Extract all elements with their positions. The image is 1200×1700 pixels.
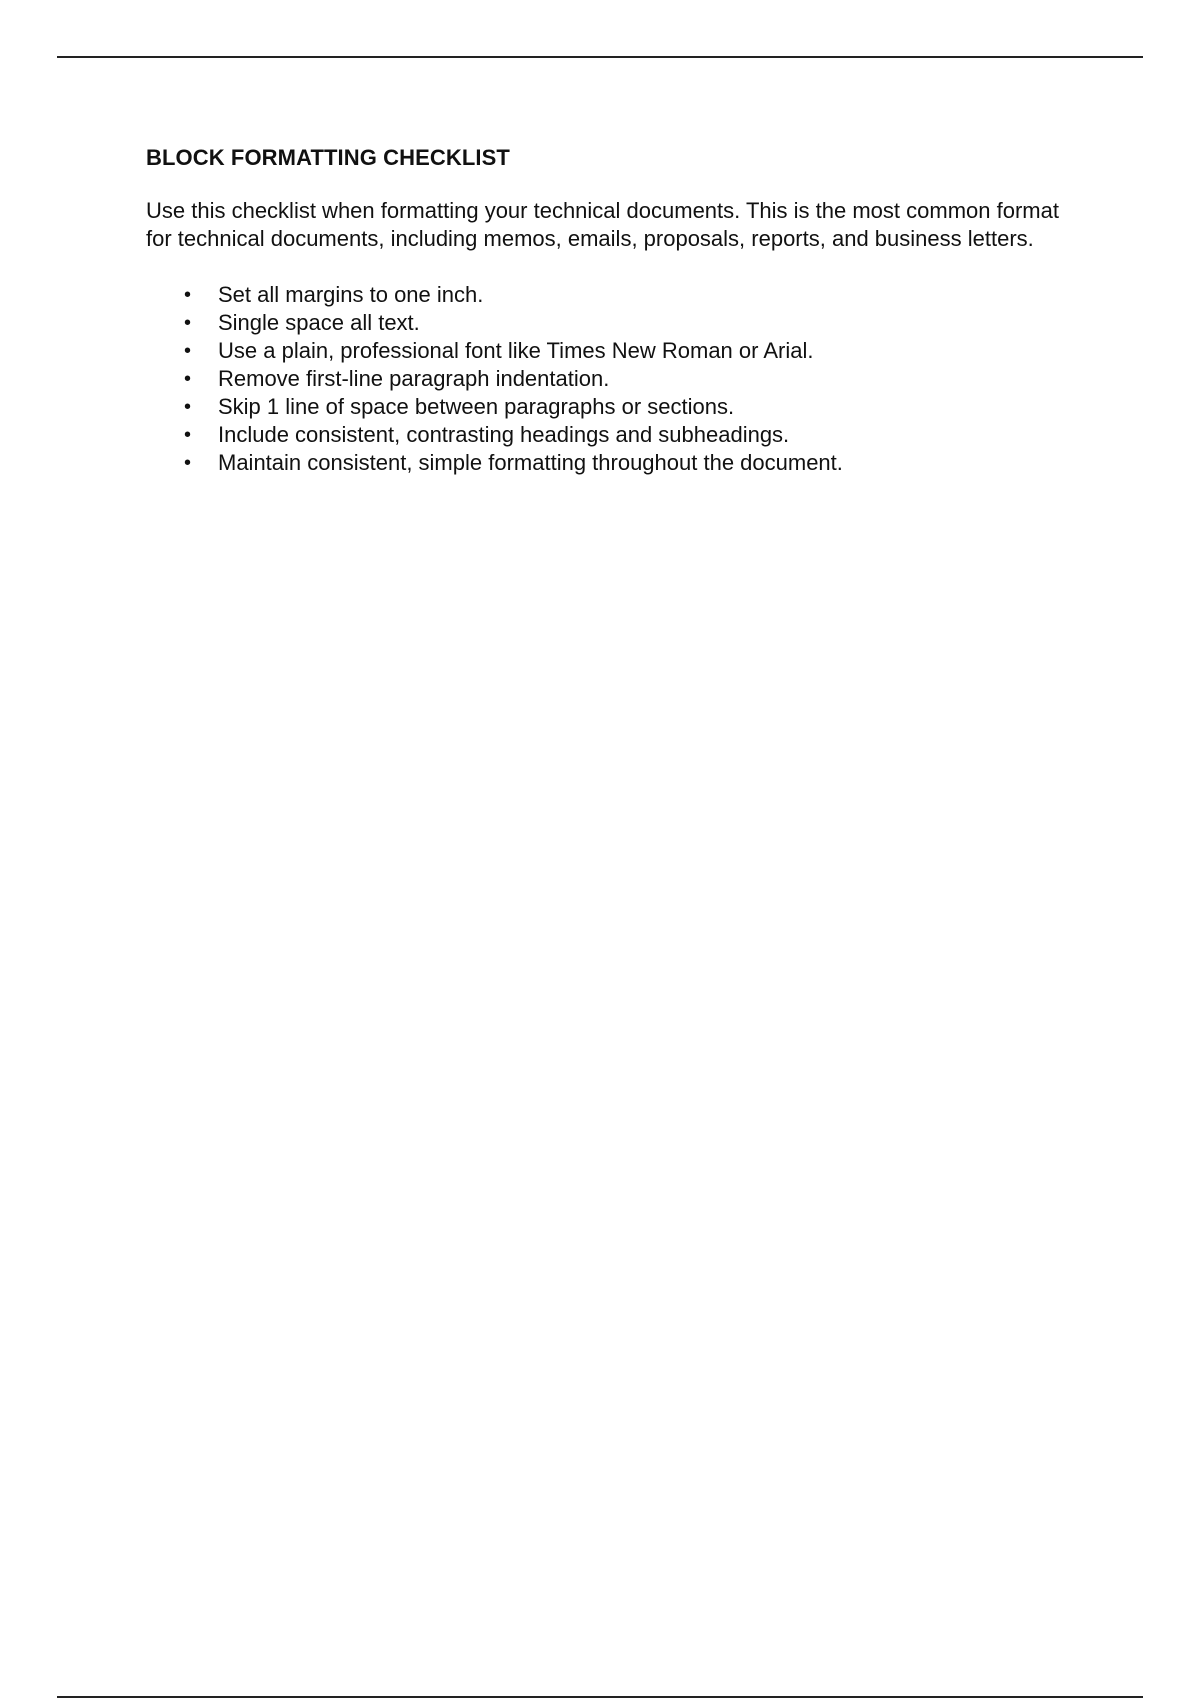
page-title: BLOCK FORMATTING CHECKLIST <box>146 145 510 170</box>
list-item <box>146 421 1086 449</box>
list-item <box>146 393 1086 421</box>
list-item-text: Include consistent, contrasting headings and subheadings. <box>218 422 790 447</box>
footer-rule <box>57 1696 1143 1698</box>
bullet-icon: • <box>184 452 192 474</box>
list-item-text: Set all margins to one inch. <box>218 282 484 307</box>
document-body <box>146 143 1086 477</box>
list-item <box>146 281 1086 309</box>
list-item-text: Skip 1 line of space between paragraphs or sections. <box>218 394 735 419</box>
intro-paragraph: Use this checklist when formatting your technical documents. This is the most common format for technical documents, including memos, emails, proposals, reports, and business letters. <box>146 198 1059 251</box>
list-item <box>146 309 1086 337</box>
list-item <box>146 337 1086 365</box>
list-item-text: Remove first-line paragraph indentation. <box>218 366 610 391</box>
bullet-icon: • <box>184 284 192 306</box>
bullet-icon: • <box>184 312 192 334</box>
checklist <box>146 281 1086 477</box>
list-item <box>146 449 1086 477</box>
bullet-icon: • <box>184 368 192 390</box>
list-item <box>146 365 1086 393</box>
list-item-text: Use a plain, professional font like Times New Roman or Arial. <box>218 338 814 363</box>
bullet-icon: • <box>184 396 192 418</box>
header-rule <box>57 56 1143 58</box>
list-item-text: Single space all text. <box>218 310 420 335</box>
bullet-icon: • <box>184 424 192 446</box>
bullet-icon: • <box>184 340 192 362</box>
list-item-text: Maintain consistent, simple formatting throughout the document. <box>218 450 843 475</box>
